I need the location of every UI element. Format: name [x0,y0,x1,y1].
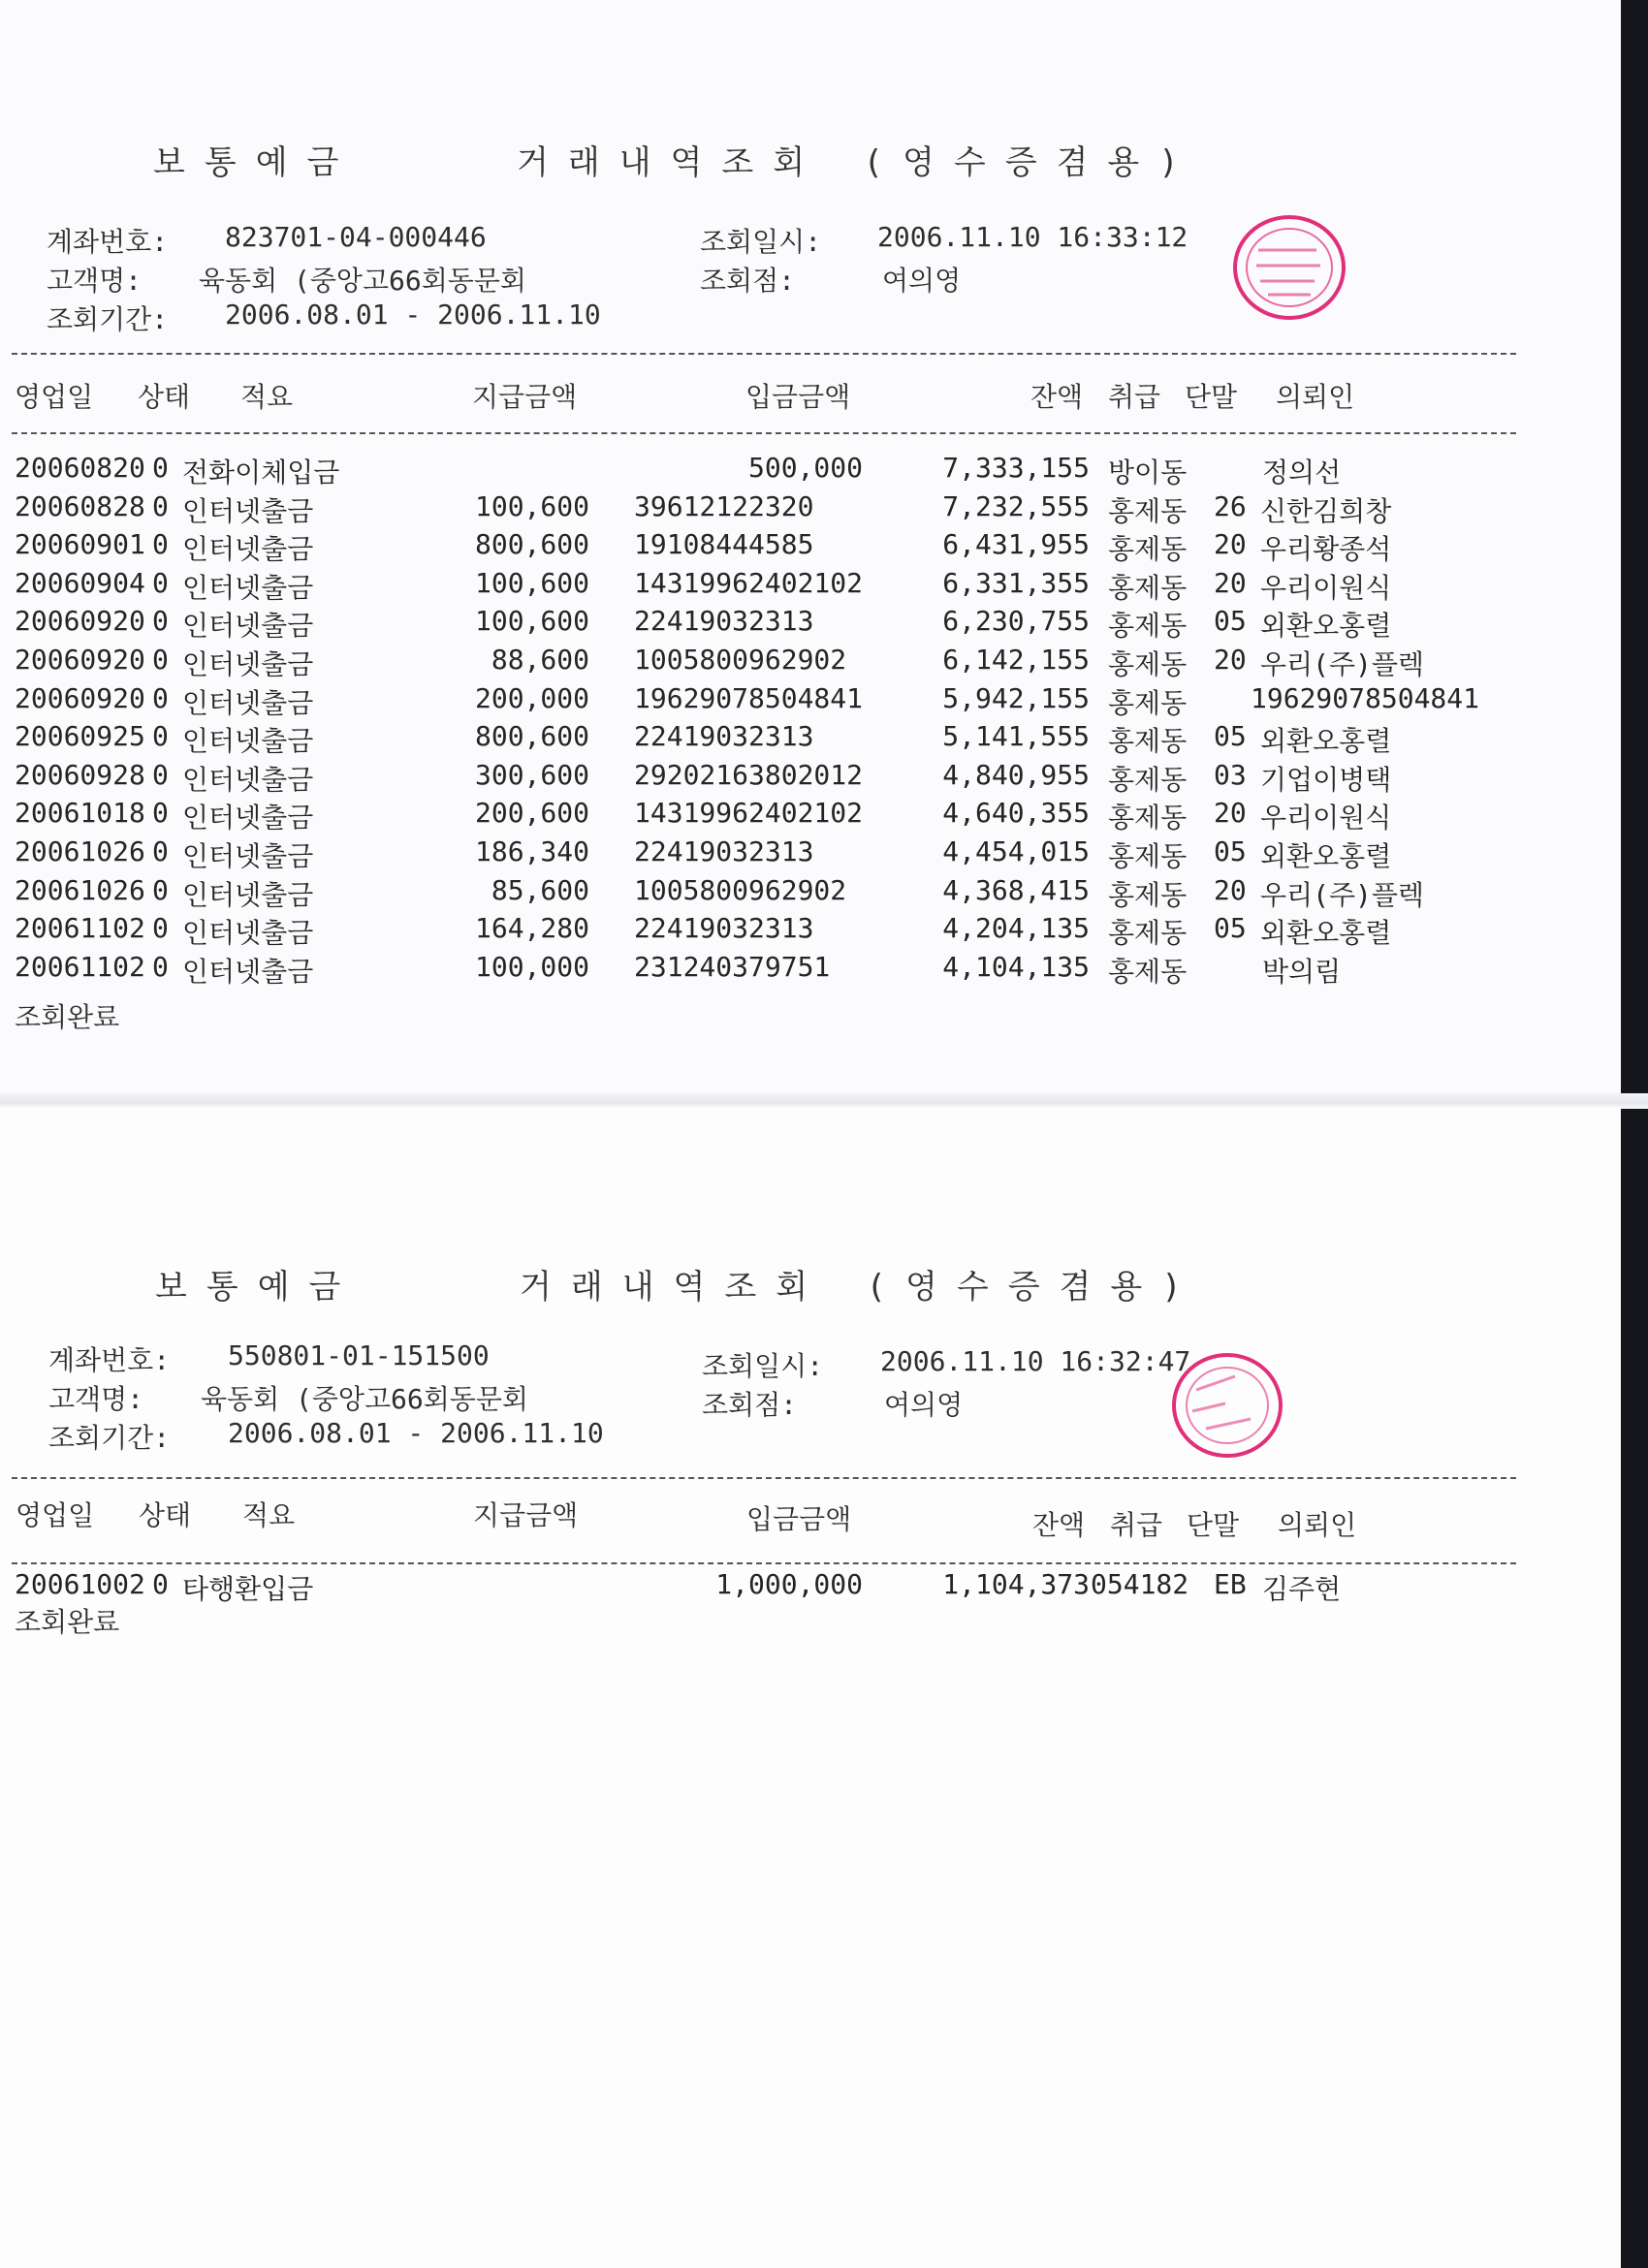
bank-seal-stamp [1229,211,1349,324]
header-terminal: 단말 [1185,381,1238,413]
table-row [0,835,1551,874]
inquiry-time: 2006.11.10 16:32:47 [880,1345,1191,1377]
separator [12,1477,1516,1479]
table-row [0,951,1551,990]
cell-branch: 방이동 [1108,457,1188,488]
cell-requester: 우리(주)플렉 [1260,648,1424,680]
cell-balance: 4,104,135 [942,950,1090,983]
cell-desc: 전화이체입금 [182,457,340,488]
cell-desc: 인터넷출금 [182,917,314,950]
cell-balance: 7,333,155 [942,452,1090,484]
cell-balance: 4,640,355 [942,797,1090,830]
cell-date: 20060920 [15,605,145,638]
statement-sheet-1 [0,0,1621,1095]
customer-label: 고객명: [47,265,143,297]
cell-balance: 4,204,135 [942,912,1090,945]
statement-sheet-2 [0,1107,1621,2268]
cell-branch: 홍제동 [1108,840,1188,872]
customer-label: 고객명: [48,1383,144,1415]
cell-desc: 인터넷출금 [182,494,314,527]
cell-memo: 1005800962902 [634,873,847,906]
cell-deposit: 500,000 [747,452,863,484]
table-row [0,605,1551,644]
cell-terminal: 20 [1214,873,1247,906]
cell-terminal: 20 [1214,528,1247,561]
inquiry-complete: 조회완료 [15,1606,120,1638]
cell-date: 20060928 [15,758,145,791]
cell-desc: 타행환입금 [182,1573,314,1605]
cell-balance: 6,331,355 [942,566,1090,599]
cell-branch: 054182 [1091,1568,1189,1600]
cell-branch: 홍제동 [1108,763,1188,796]
branch-label: 조회점: [702,1389,798,1421]
cell-withdrawal: 800,600 [474,528,589,561]
customer-name: 육동회 (중앙고66회동문회 [201,1383,528,1415]
cell-terminal: 26 [1214,489,1247,522]
header-branch: 취급 [1108,381,1161,413]
cell-desc: 인터넷출금 [182,571,314,604]
cell-status: 0 [152,489,169,522]
account-number-label: 계좌번호: [48,1344,171,1376]
cell-memo: 22419032313 [634,605,814,638]
cell-status: 0 [152,681,169,714]
cell-desc: 인터넷출금 [182,763,314,796]
cell-branch: 홍제동 [1108,494,1188,527]
header-requester: 의뢰인 [1278,1509,1357,1541]
account-number: 550801-01-151500 [228,1339,490,1371]
cell-memo: 14319962402102 [634,797,864,830]
cell-date: 20061102 [15,912,145,945]
separator [12,1562,1516,1564]
cell-requester: 김주현 [1262,1573,1342,1605]
branch: 여의영 [882,265,962,297]
cell-balance: 1,104,373 [942,1568,1090,1600]
header-balance: 잔액 [1030,381,1084,413]
table-row [0,567,1551,606]
cell-desc: 인터넷출금 [182,610,314,643]
cell-withdrawal: 100,000 [474,950,589,983]
cell-memo: 1005800962902 [634,644,847,676]
cell-balance: 7,232,555 [942,489,1090,522]
header-status: 상태 [139,1499,192,1531]
cell-memo: 19629078504841 [634,681,864,714]
cell-date: 20060925 [15,720,145,753]
table-row [0,1568,1551,1607]
table-row [0,490,1551,529]
cell-date: 20060920 [15,644,145,676]
cell-terminal: 05 [1214,720,1247,753]
branch: 여의영 [884,1389,964,1421]
period-label: 조회기간: [47,303,169,335]
cell-requester: 외환오홍렬 [1260,725,1392,758]
table-row [0,452,1551,490]
cell-requester: 19629078504841 [1251,681,1480,714]
header-date: 영업일 [15,381,94,413]
table-row [0,912,1551,951]
title-account-type: 보통예금 [155,1268,361,1307]
cell-status: 0 [152,797,169,830]
cell-withdrawal: 100,600 [474,489,589,522]
cell-requester: 외환오홍렬 [1260,917,1392,950]
cell-requester: 우리(주)플렉 [1260,878,1424,911]
cell-withdrawal: 85,600 [491,873,589,906]
cell-status: 0 [152,1568,169,1600]
cell-requester: 우리황종석 [1260,533,1392,566]
cell-branch: 홍제동 [1108,648,1188,680]
cell-balance: 6,142,155 [942,644,1090,676]
header-withdrawal: 지급금액 [473,1499,579,1531]
cell-desc: 인터넷출금 [182,533,314,566]
header-status: 상태 [138,381,191,413]
cell-desc: 인터넷출금 [182,802,314,835]
cell-withdrawal: 88,600 [491,644,589,676]
cell-terminal: 05 [1214,912,1247,945]
cell-memo: 22419032313 [634,835,814,867]
table-row [0,720,1551,759]
header-date: 영업일 [16,1499,95,1531]
cell-withdrawal: 100,600 [474,566,589,599]
table-row [0,682,1551,721]
table-row [0,874,1551,913]
cell-branch: 홍제동 [1108,878,1188,911]
cell-deposit: 1,000,000 [715,1568,863,1600]
cell-branch: 홍제동 [1108,571,1188,604]
cell-date: 20060820 [15,452,145,484]
cell-date: 20061018 [15,797,145,830]
cell-terminal: 20 [1214,566,1247,599]
cell-withdrawal: 800,600 [474,720,589,753]
table-row [0,528,1551,567]
cell-desc: 인터넷출금 [182,955,314,988]
cell-requester: 정의선 [1262,457,1342,488]
cell-status: 0 [152,950,169,983]
cell-terminal: 05 [1214,605,1247,638]
header-desc: 적요 [240,381,294,413]
cell-date: 20061026 [15,835,145,867]
cell-desc: 인터넷출금 [182,725,314,758]
table-row [0,644,1551,682]
cell-desc: 인터넷출금 [182,686,314,719]
cell-requester: 기업이병택 [1260,763,1392,796]
cell-requester: 신한김희창 [1260,494,1392,527]
cell-balance: 4,454,015 [942,835,1090,867]
inquiry-time-label: 조회일시: [702,1350,824,1382]
cell-status: 0 [152,644,169,676]
header-desc: 적요 [242,1499,296,1531]
cell-status: 0 [152,720,169,753]
cell-date: 20060901 [15,528,145,561]
header-terminal: 단말 [1187,1509,1240,1541]
cell-memo: 231240379751 [634,950,831,983]
cell-status: 0 [152,758,169,791]
cell-withdrawal: 300,600 [474,758,589,791]
cell-requester: 외환오홍렬 [1260,840,1392,872]
inquiry-complete: 조회완료 [15,1001,120,1033]
header-withdrawal: 지급금액 [472,381,578,413]
cell-requester: 외환오홍렬 [1260,610,1392,643]
cell-terminal: 20 [1214,644,1247,676]
inquiry-time-label: 조회일시: [700,226,822,258]
title-account-type: 보통예금 [153,143,359,182]
cell-memo: 22419032313 [634,720,814,753]
customer-name: 육동회 (중앙고66회동문회 [199,265,526,297]
cell-balance: 6,230,755 [942,605,1090,638]
cell-desc: 인터넷출금 [182,840,314,872]
cell-balance: 6,431,955 [942,528,1090,561]
branch-label: 조회점: [700,265,796,297]
cell-status: 0 [152,528,169,561]
cell-withdrawal: 200,000 [474,681,589,714]
header-branch: 취급 [1110,1509,1163,1541]
cell-status: 0 [152,835,169,867]
cell-memo: 29202163802012 [634,758,864,791]
account-number: 823701-04-000446 [225,221,487,253]
scan-edge [1619,0,1648,2268]
cell-requester: 박의림 [1262,955,1342,988]
cell-branch: 홍제동 [1108,610,1188,643]
cell-date: 20061002 [15,1568,145,1600]
header-requester: 의뢰인 [1276,381,1355,413]
period: 2006.08.01 - 2006.11.10 [228,1417,604,1449]
inquiry-time: 2006.11.10 16:33:12 [877,221,1188,253]
title-inquiry: 거래내역조회 (영수증겸용) [517,143,1198,182]
cell-branch: 홍제동 [1108,802,1188,835]
cell-withdrawal: 100,600 [474,605,589,638]
cell-memo: 19108444585 [634,528,814,561]
cell-desc: 인터넷출금 [182,878,314,911]
header-balance: 잔액 [1032,1509,1086,1541]
table-row [0,797,1551,835]
cell-withdrawal: 164,280 [474,912,589,945]
header-deposit: 입금금액 [746,1503,852,1535]
cell-balance: 5,141,555 [942,720,1090,753]
header-deposit: 입금금액 [745,381,851,413]
cell-terminal: 03 [1214,758,1247,791]
cell-requester: 우리이원식 [1260,802,1392,835]
cell-status: 0 [152,873,169,906]
cell-desc: 인터넷출금 [182,648,314,680]
cell-branch: 홍제동 [1108,917,1188,950]
cell-balance: 4,840,955 [942,758,1090,791]
cell-terminal: EB [1214,1568,1247,1600]
cell-withdrawal: 186,340 [474,835,589,867]
cell-status: 0 [152,566,169,599]
cell-withdrawal: 200,600 [474,797,589,830]
cell-branch: 홍제동 [1108,725,1188,758]
cell-status: 0 [152,912,169,945]
period-label: 조회기간: [48,1422,171,1454]
table-row [0,759,1551,798]
title-inquiry: 거래내역조회 (영수증겸용) [520,1268,1201,1307]
separator [12,353,1516,355]
cell-date: 20061102 [15,950,145,983]
cell-terminal: 05 [1214,835,1247,867]
cell-date: 20060920 [15,681,145,714]
cell-balance: 5,942,155 [942,681,1090,714]
cell-branch: 홍제동 [1108,686,1188,719]
period: 2006.08.01 - 2006.11.10 [225,299,601,331]
cell-branch: 홍제동 [1108,533,1188,566]
cell-status: 0 [152,452,169,484]
bank-seal-stamp [1167,1347,1287,1462]
cell-requester: 우리이원식 [1260,571,1392,604]
cell-balance: 4,368,415 [942,873,1090,906]
separator [12,432,1516,434]
cell-branch: 홍제동 [1108,955,1188,988]
cell-date: 20060904 [15,566,145,599]
cell-terminal: 20 [1214,797,1247,830]
cell-memo: 39612122320 [634,489,814,522]
cell-memo: 22419032313 [634,912,814,945]
account-number-label: 계좌번호: [47,226,169,258]
cell-date: 20061026 [15,873,145,906]
cell-date: 20060828 [15,489,145,522]
cell-memo: 14319962402102 [634,566,864,599]
cell-status: 0 [152,605,169,638]
